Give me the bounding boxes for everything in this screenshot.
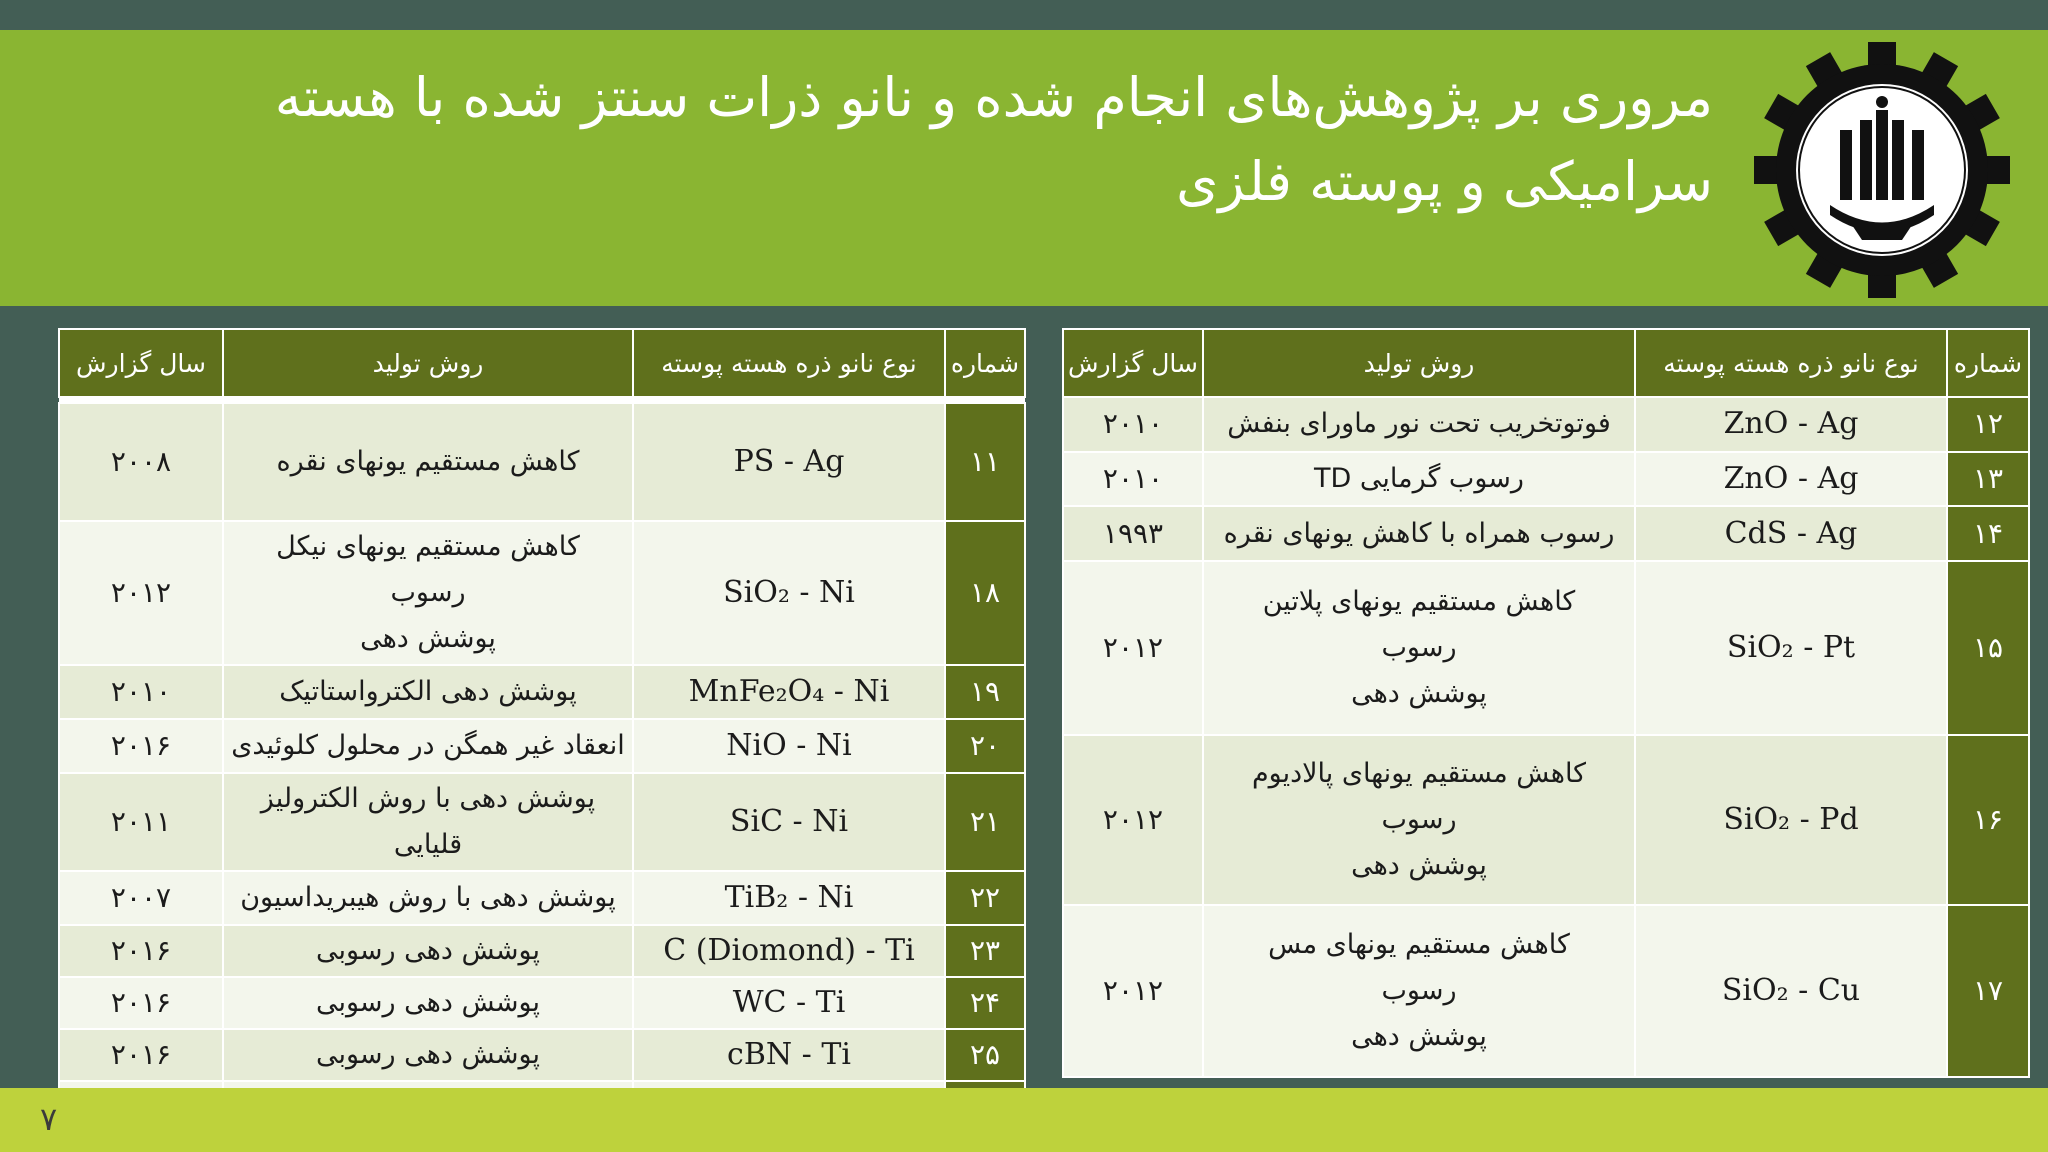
table-row [59, 403, 1025, 521]
report-year-cell: ۲۰۱۲ [1063, 905, 1203, 1077]
method-line: کاهش مستقیم یونهای مس [1268, 928, 1570, 960]
row-number: ۱۲ [1947, 397, 2029, 452]
method-line: پوشش دهی رسوبی [315, 935, 541, 966]
production-method-cell [223, 665, 633, 719]
row-number: ۲۳ [945, 925, 1025, 977]
page-number: ۷ [40, 1100, 58, 1138]
production-method-cell [223, 925, 633, 977]
nanoparticle-type-cell: WC - Ti [633, 977, 945, 1029]
nanoparticle-type-cell: NiO - Ni [633, 719, 945, 773]
table-row [1063, 905, 2029, 1077]
report-year-cell: ۲۰۱۰ [59, 665, 223, 719]
method-line: پوشش دهی رسوبی [315, 987, 541, 1018]
nanoparticle-type-cell: MnFe₂O₄ - Ni [633, 665, 945, 719]
report-year-cell: ۲۰۱۰ [1063, 452, 1203, 507]
footer-bar [0, 1088, 2048, 1152]
production-method-cell [223, 403, 633, 521]
table-row [1063, 452, 2029, 507]
table-header-row [1063, 329, 2029, 397]
table-header-row [59, 329, 1025, 397]
production-method-cell [1203, 561, 1635, 735]
table-row [59, 521, 1025, 665]
method-line: رسوب [1381, 631, 1457, 663]
nanoparticle-type-cell: SiC - Ni [633, 773, 945, 871]
method-line: کاهش مستقیم یونهای پلاتین [1262, 585, 1576, 617]
report-year-cell: ۲۰۱۱ [59, 773, 223, 871]
row-number: ۱۸ [945, 521, 1025, 665]
method-line: کاهش مستقیم یونهای نقره [276, 446, 580, 477]
table-row [1063, 506, 2029, 561]
report-year-cell: ۲۰۱۲ [59, 521, 223, 665]
column-header-number: شماره [1947, 329, 2029, 397]
method-line: پوشش دهی [1351, 849, 1487, 881]
table-row [59, 773, 1025, 871]
right-table [1062, 328, 2030, 1078]
row-number: ۱۹ [945, 665, 1025, 719]
nanoparticle-type-cell: SiO₂ - Cu [1635, 905, 1947, 1077]
column-header-method: روش تولید [223, 329, 633, 397]
table-row [59, 925, 1025, 977]
production-method-cell [1203, 397, 1635, 452]
column-header-number: شماره [945, 329, 1025, 397]
row-number: ۱۱ [945, 403, 1025, 521]
row-number: ۲۴ [945, 977, 1025, 1029]
method-line: رسوب همراه با کاهش یونهای نقره [1223, 517, 1615, 549]
method-line: کاهش مستقیم یونهای نیکل [276, 531, 580, 562]
method-line: فوتوتخریب تحت نور ماورای بنفش [1227, 408, 1611, 440]
university-logo [1752, 40, 2012, 300]
report-year-cell: ۲۰۱۲ [1063, 561, 1203, 735]
row-number: ۱۵ [1947, 561, 2029, 735]
production-method-cell [1203, 735, 1635, 905]
method-line: رسوب [1381, 803, 1457, 835]
row-number: ۲۱ [945, 773, 1025, 871]
nanoparticle-type-cell: cBN - Ti [633, 1029, 945, 1081]
report-year-cell: ۲۰۱۶ [59, 1029, 223, 1081]
production-method-cell [223, 871, 633, 925]
report-year-cell: ۲۰۱۶ [59, 925, 223, 977]
production-method-cell [1203, 452, 1635, 507]
row-number: ۱۷ [1947, 905, 2029, 1077]
report-year-cell: ۱۹۹۳ [1063, 506, 1203, 561]
method-line: رسوب [390, 577, 466, 608]
report-year-cell: ۲۰۰۷ [59, 871, 223, 925]
column-header-method: روش تولید [1203, 329, 1635, 397]
method-line: کاهش مستقیم یونهای پالادیوم [1251, 757, 1587, 789]
left-table [58, 328, 1026, 1134]
method-line: پوشش دهی [1351, 677, 1487, 709]
production-method-cell [1203, 506, 1635, 561]
production-method-cell [223, 1029, 633, 1081]
method-line: پوشش دهی رسوبی [315, 1039, 541, 1070]
nanoparticle-type-cell: CdS - Ag [1635, 506, 1947, 561]
nanoparticle-type-cell: ZnO - Ag [1635, 397, 1947, 452]
nanoparticle-type-cell: C (Diomond) - Ti [633, 925, 945, 977]
row-number: ۱۶ [1947, 735, 2029, 905]
nanoparticle-type-cell: TiB₂ - Ni [633, 871, 945, 925]
method-line: انعقاد غیر همگن در محلول کلوئیدی [231, 730, 625, 761]
row-number: ۲۵ [945, 1029, 1025, 1081]
production-method-cell [223, 977, 633, 1029]
method-line: پوشش دهی [1351, 1020, 1487, 1052]
nanoparticle-type-cell: SiO₂ - Pt [1635, 561, 1947, 735]
page-title: مروری بر پژوهش‌های انجام شده و نانو ذرات سنتز شده با هسته سرامیکی و پوسته فلزی [274, 66, 1713, 213]
production-method-cell [223, 773, 633, 871]
report-year-cell: ۲۰۱۶ [59, 977, 223, 1029]
column-header-type: نوع نانو ذره هسته پوسته [1635, 329, 1947, 397]
row-number: ۱۴ [1947, 506, 2029, 561]
method-line: پوشش دهی با روش هیبریداسیون [240, 882, 616, 913]
table-row [59, 1029, 1025, 1081]
method-line: پوشش دهی [360, 623, 496, 654]
row-number: ۲۰ [945, 719, 1025, 773]
column-header-year: سال گزارش [59, 329, 223, 397]
table-row [59, 977, 1025, 1029]
row-number: ۲۲ [945, 871, 1025, 925]
top-strip [0, 0, 2048, 30]
production-method-cell [223, 521, 633, 665]
method-line: رسوب [1381, 974, 1457, 1006]
method-line: پوشش دهی الکترواستاتیک [279, 676, 577, 707]
table-row [1063, 735, 2029, 905]
table-row [1063, 561, 2029, 735]
nanoparticle-type-cell: PS - Ag [633, 403, 945, 521]
report-year-cell: ۲۰۱۰ [1063, 397, 1203, 452]
row-number: ۱۳ [1947, 452, 2029, 507]
method-line: پوشش دهی با روش الکترولیز قلیایی [260, 783, 596, 860]
table-row [59, 871, 1025, 925]
column-header-type: نوع نانو ذره هسته پوسته [633, 329, 945, 397]
table-row [1063, 397, 2029, 452]
table-row [59, 665, 1025, 719]
method-line: رسوب گرمایی TD [1314, 462, 1524, 494]
report-year-cell: ۲۰۰۸ [59, 403, 223, 521]
report-year-cell: ۲۰۱۶ [59, 719, 223, 773]
table-row [59, 719, 1025, 773]
production-method-cell [223, 719, 633, 773]
nanoparticle-type-cell: SiO₂ - Ni [633, 521, 945, 665]
column-header-year: سال گزارش [1063, 329, 1203, 397]
production-method-cell [1203, 905, 1635, 1077]
nanoparticle-type-cell: ZnO - Ag [1635, 452, 1947, 507]
nanoparticle-type-cell: SiO₂ - Pd [1635, 735, 1947, 905]
report-year-cell: ۲۰۱۲ [1063, 735, 1203, 905]
